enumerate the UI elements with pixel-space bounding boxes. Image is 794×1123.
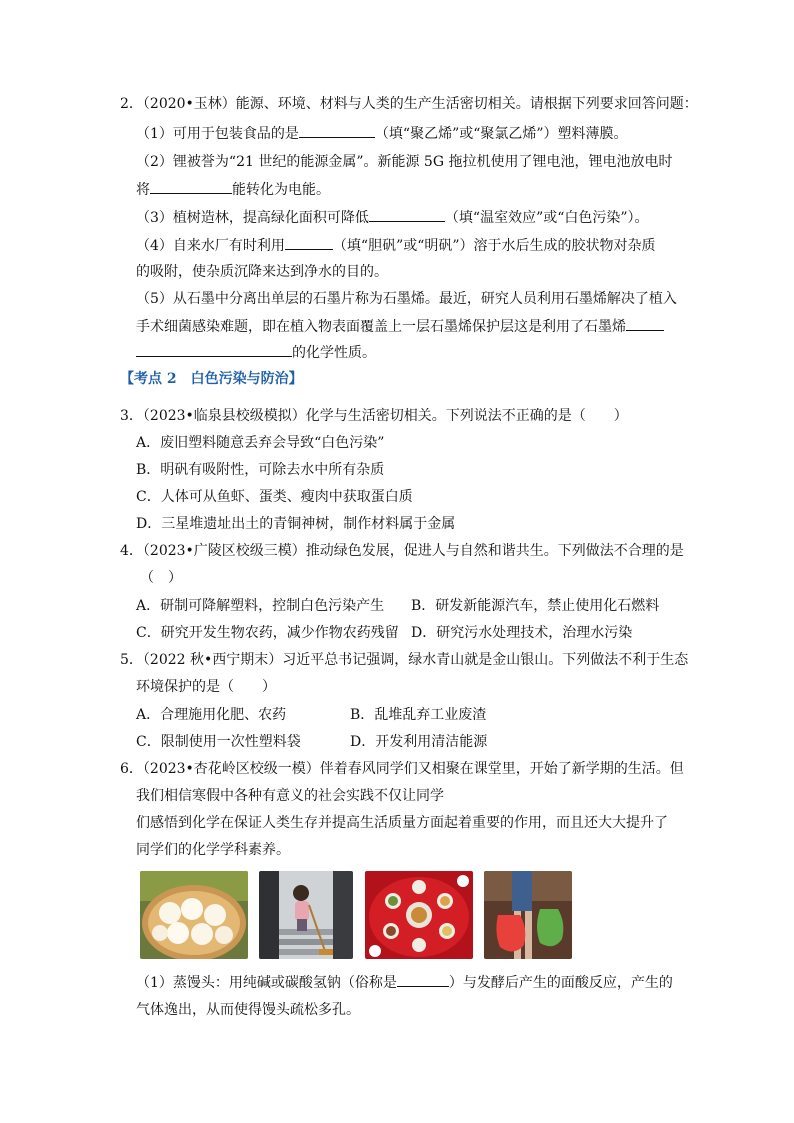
q6-part1-line1 [136,973,673,992]
q5-option-a: A．合理施用化肥、农药 [136,707,287,723]
q6-line4: 同学们的化学学科素养。 [136,842,290,858]
dinner-table-photo [365,871,473,959]
q2-part2-line2 [136,180,330,199]
q6-part1-line2: 气体逸出，从而使得馒头疏松多孔。 [136,1002,360,1018]
answer-blank[interactable] [285,236,333,250]
q2-part5-line3 [136,343,376,362]
q2-part3 [136,208,649,227]
answer-blank[interactable] [369,208,445,222]
answer-blank[interactable] [397,973,449,987]
q6-part1-text-b: ）与发酵后产生的面酸反应，产生的 [448,975,673,991]
q2-part5-text-3: 的化学性质。 [292,345,376,361]
q2-part4-text-b: （填“胆矾”或“明矾”）溶于水后生成的胶状物对杂质 [332,238,656,254]
q2-part4-line1 [136,236,656,255]
q5-stem-line1: 5．（2022 秋•西宁期末）习近平总书记强调，绿水青山就是金山银山。下列做法不利于生态 [120,652,689,668]
q3-option-b: B．明矾有吸附性，可除去水中所有杂质 [136,462,385,478]
q6-part1-text-a: （1）蒸馒头：用纯碱或碳酸氢钠（俗称是 [136,975,397,991]
q4-option-d: D．研究污水处理技术，治理水污染 [411,625,633,641]
q4-stem: 4．（2023•广陵区校级三模）推动绿色发展，促进人与自然和谐共生。下列做法不合理的是 [120,543,684,559]
q2-part5-line2 [136,317,664,336]
q6-line3: 们感悟到化学在保证人类生存并提高生活质量方面起着重要的作用，而且还大大提升了 [136,815,668,831]
q2-part4-text-2: 的吸附，使杂质沉降来达到净水的目的。 [136,264,388,280]
q2-part4-line2 [136,263,388,281]
q6-line1: 6．（2023•杏花岭区校级一模）伴着春风同学们又相聚在课堂里，开始了新学期的生活。但 [120,761,684,777]
q2-part1-text-a: （1）可用于包装食品的是 [136,126,299,142]
q5-stem-line2: 环境保护的是（ ） [136,679,276,695]
q4-option-c: C．研究开发生物农药，减少作物农药残留 [136,625,399,641]
sweeping-stairs-illustration [259,871,353,959]
answer-blank[interactable] [150,180,232,194]
q2-part1-text-b: （填“聚乙烯”或“聚氯乙烯”）塑料薄膜。 [374,126,628,142]
q2-part2-text-2a: 将 [136,182,150,198]
answer-blank[interactable] [626,317,664,331]
steamed-buns-illustration [140,871,248,959]
garbage-bags-illustration [484,871,572,959]
q2-part2-line1 [136,153,672,171]
sweeping-stairs-photo [259,871,353,959]
q2-part5-line1 [136,290,677,308]
answer-blank[interactable] [299,124,375,138]
q2-part3-text-a: （3）植树造林，提高绿化面积可降低 [136,210,369,226]
q3-option-d: D．三星堆遗址出土的青铜神树，制作材料属于金属 [136,516,456,532]
steamed-buns-photo [140,871,248,959]
q2-part2-text-1: （2）锂被誉为“21 世纪的能源金属”。新能源 5G 拖拉机使用了锂电池，锂电池放电时 [136,154,673,170]
q3-option-c: C．人体可从鱼虾、蛋类、瘦肉中获取蛋白质 [136,489,413,505]
q6-line2: 我们相信寒假中各种有意义的社会实践不仅让同学 [136,788,444,804]
q2-part5-text-1: （5）从石墨中分离出单层的石墨片称为石墨烯。最近，研究人员利用石墨烯解决了植入 [136,291,677,307]
q2-part3-text-b: （填“温室效应”或“白色污染”）。 [444,210,649,226]
q5-option-d: D．开发利用清洁能源 [350,734,488,750]
q5-option-c: C．限制使用一次性塑料袋 [136,734,301,750]
q2-stem-text: 2．（2020•玉林）能源、环境、材料与人类的生产生活密切相关。请根据下列要求回答问题： [120,96,698,112]
q2-part2-text-2b: 能转化为电能。 [232,182,330,198]
q3-option-a: A．废旧塑料随意丢弃会导致“白色污染” [136,435,385,451]
q2-part1 [136,124,628,143]
q2-part5-text-2: 手术细菌感染难题，即在植入物表面覆盖上一层石墨烯保护层这是利用了石墨烯 [136,319,626,335]
q4-paren: （ ） [140,570,182,586]
q4-option-b: B．研发新能源汽车，禁止使用化石燃料 [411,598,660,614]
garbage-bags-photo [484,871,572,959]
answer-blank[interactable] [136,343,292,357]
q2-stem [120,95,698,113]
q5-option-b: B．乱堆乱弃工业废渣 [350,707,487,723]
section-heading: 【考点 2 白色污染与防治】 [120,371,303,387]
dinner-table-illustration [365,871,473,959]
q2-part4-text-a: （4）自来水厂有时利用 [136,238,285,254]
q3-stem: 3．（2023•临泉县校级模拟）化学与生活密切相关。下列说法不正确的是（ ） [120,408,628,424]
q4-option-a: A．研制可降解塑料，控制白色污染产生 [136,598,385,614]
